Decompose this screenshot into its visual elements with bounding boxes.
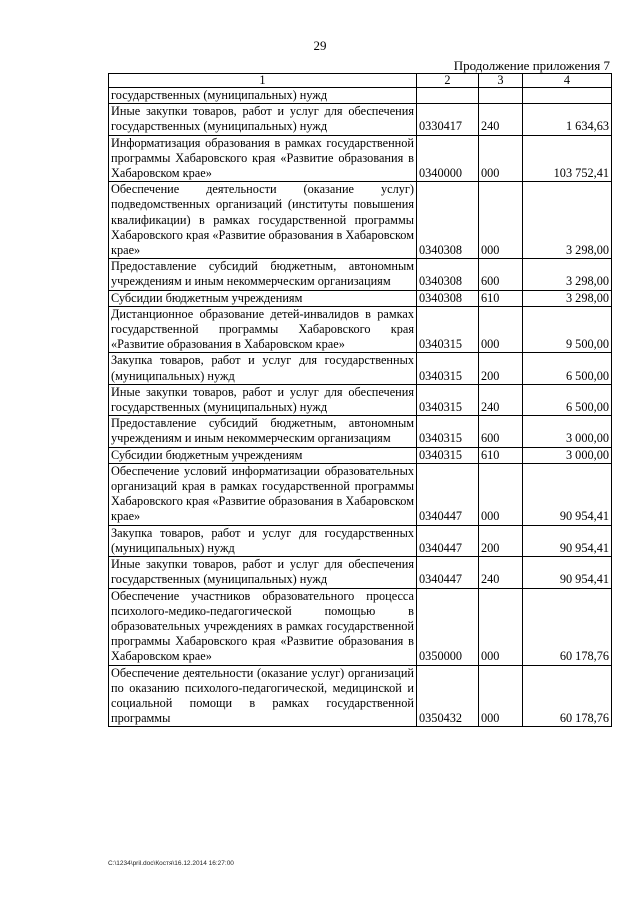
row-code-cell: 0340000	[417, 135, 479, 182]
row-code-cell: 0340447	[417, 463, 479, 525]
row-sum-cell: 60 178,76	[523, 588, 612, 665]
table-body	[109, 88, 612, 727]
table-row	[109, 353, 612, 384]
row-sum-cell: 90 954,41	[523, 557, 612, 588]
row-sum-cell: 90 954,41	[523, 525, 612, 556]
row-code-cell: 0340315	[417, 306, 479, 353]
table-row	[109, 306, 612, 353]
row-code-cell: 0340315	[417, 416, 479, 447]
column-header: 1	[109, 74, 417, 88]
row-sum-cell: 90 954,41	[523, 463, 612, 525]
row-name-cell: Иные закупки товаров, работ и услуг для обеспечения государственных (муниципальных) нужд	[109, 104, 417, 135]
row-code-cell: 0340447	[417, 525, 479, 556]
row-name-cell: Обеспечение участников образовательного процесса психолого-медико-педагогической помощью в образовательных учреждениях в рамках государственной программы Хабаровского края «Развитие образования в Хабаровском крае»	[109, 588, 417, 665]
row-code-cell: 0340308	[417, 259, 479, 290]
row-name-cell: Обеспечение деятельности (оказание услуг) организаций по оказанию психолого-педагогической, медицинской и социальной помощи в рамках государственной программы	[109, 665, 417, 727]
row-sum-cell: 3 298,00	[523, 182, 612, 259]
row-name-cell: Субсидии бюджетным учреждениям	[109, 447, 417, 463]
row-name-cell: Закупка товаров, работ и услуг для государственных (муниципальных) нужд	[109, 525, 417, 556]
table-row	[109, 88, 612, 104]
column-header: 4	[523, 74, 612, 88]
table-row	[109, 447, 612, 463]
row-name-cell: Иные закупки товаров, работ и услуг для обеспечения государственных (муниципальных) нужд	[109, 557, 417, 588]
row-expense-type-cell: 000	[479, 135, 523, 182]
row-name-cell: Обеспечение условий информатизации образовательных организаций края в рамках государственной программы Хабаровского края «Развитие образования в Хабаровском крае»	[109, 463, 417, 525]
column-header: 2	[417, 74, 479, 88]
row-name-cell: Предоставление субсидий бюджетным, автономным учреждениям и иным некоммерческим организациям	[109, 416, 417, 447]
row-sum-cell: 3 000,00	[523, 416, 612, 447]
row-code-cell: 0340315	[417, 384, 479, 415]
row-code-cell	[417, 88, 479, 104]
row-name-cell: Обеспечение деятельности (оказание услуг) подведомственных организаций (институты повышения квалификации) в рамках государственной программы Хабаровского края «Развитие образования в Хабаровском крае»	[109, 182, 417, 259]
row-sum-cell: 3 298,00	[523, 290, 612, 306]
row-sum-cell: 6 500,00	[523, 353, 612, 384]
row-name-cell: государственных (муниципальных) нужд	[109, 88, 417, 104]
row-code-cell: 0340447	[417, 557, 479, 588]
row-expense-type-cell: 610	[479, 447, 523, 463]
row-expense-type-cell	[479, 88, 523, 104]
row-code-cell: 0330417	[417, 104, 479, 135]
table-row	[109, 463, 612, 525]
row-expense-type-cell: 000	[479, 306, 523, 353]
file-path-footer: C:\1234\pril.doc\Костя\16.12.2014 16:27:00	[108, 860, 234, 867]
row-expense-type-cell: 000	[479, 463, 523, 525]
row-sum-cell	[523, 88, 612, 104]
row-code-cell: 0350000	[417, 588, 479, 665]
row-name-cell: Субсидии бюджетным учреждениям	[109, 290, 417, 306]
row-expense-type-cell: 200	[479, 525, 523, 556]
table-row	[109, 104, 612, 135]
row-name-cell: Дистанционное образование детей-инвалидов в рамках государственной программы Хабаровского края «Развитие образования в Хабаровском крае»	[109, 306, 417, 353]
row-expense-type-cell: 600	[479, 259, 523, 290]
table-row	[109, 135, 612, 182]
table-row	[109, 588, 612, 665]
row-expense-type-cell: 600	[479, 416, 523, 447]
row-sum-cell: 3 298,00	[523, 259, 612, 290]
row-expense-type-cell: 000	[479, 182, 523, 259]
row-code-cell: 0340315	[417, 353, 479, 384]
row-name-cell: Информатизация образования в рамках государственной программы Хабаровского края «Развитие образования в Хабаровском крае»	[109, 135, 417, 182]
row-expense-type-cell: 240	[479, 557, 523, 588]
table-row	[109, 384, 612, 415]
row-expense-type-cell: 240	[479, 104, 523, 135]
table-row	[109, 416, 612, 447]
table-row	[109, 557, 612, 588]
table-row	[109, 525, 612, 556]
column-header: 3	[479, 74, 523, 88]
row-sum-cell: 60 178,76	[523, 665, 612, 727]
row-expense-type-cell: 610	[479, 290, 523, 306]
row-sum-cell: 1 634,63	[523, 104, 612, 135]
row-name-cell: Предоставление субсидий бюджетным, автономным учреждениям и иным некоммерческим организациям	[109, 259, 417, 290]
row-expense-type-cell: 200	[479, 353, 523, 384]
row-code-cell: 0340308	[417, 182, 479, 259]
budget-table	[108, 73, 612, 727]
row-sum-cell: 103 752,41	[523, 135, 612, 182]
row-sum-cell: 3 000,00	[523, 447, 612, 463]
row-code-cell: 0340308	[417, 290, 479, 306]
table-row	[109, 290, 612, 306]
row-expense-type-cell: 240	[479, 384, 523, 415]
table-row	[109, 182, 612, 259]
row-code-cell: 0340315	[417, 447, 479, 463]
row-sum-cell: 6 500,00	[523, 384, 612, 415]
continuation-label: Продолжение приложения 7	[453, 58, 610, 73]
row-name-cell: Иные закупки товаров, работ и услуг для обеспечения государственных (муниципальных) нужд	[109, 384, 417, 415]
row-name-cell: Закупка товаров, работ и услуг для государственных (муниципальных) нужд	[109, 353, 417, 384]
row-code-cell: 0350432	[417, 665, 479, 727]
page-number: 29	[313, 38, 327, 53]
table-row	[109, 665, 612, 727]
table-row	[109, 259, 612, 290]
table-header-row	[109, 74, 612, 88]
row-expense-type-cell: 000	[479, 588, 523, 665]
row-sum-cell: 9 500,00	[523, 306, 612, 353]
row-expense-type-cell: 000	[479, 665, 523, 727]
